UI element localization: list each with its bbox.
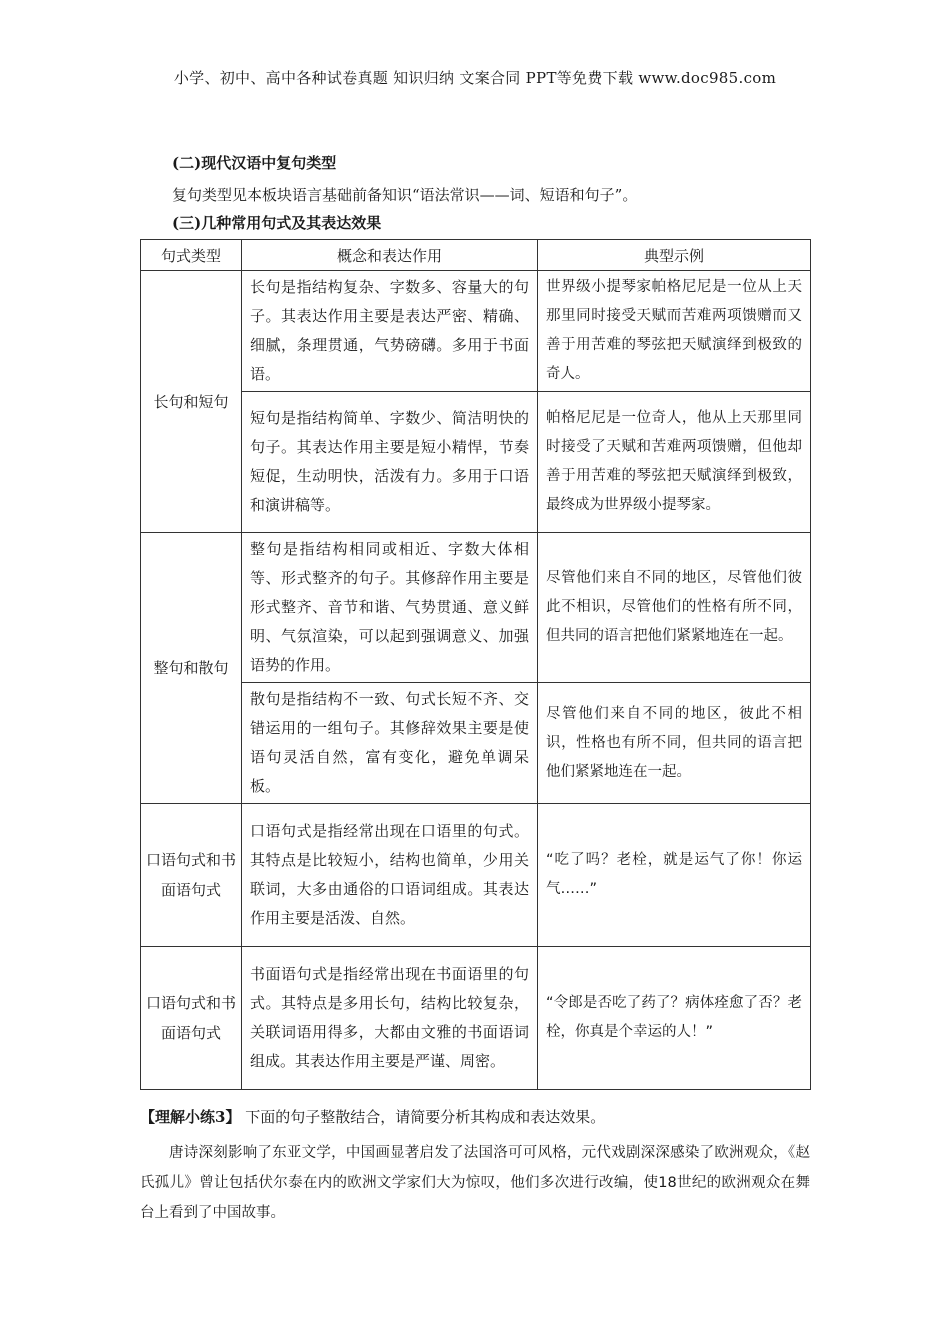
example-cell: “令郎是否吃了药了？病体痊愈了否？老栓，你真是个幸运的人！” — [538, 947, 811, 1090]
table-row — [141, 533, 811, 683]
practice-question: 下面的句子整散结合，请简要分析其构成和表达效果。 — [245, 1108, 606, 1126]
page-header: 小学、初中、高中各种试卷真题 知识归纳 文案合同 PPT等免费下载 www.doc985.com — [173, 69, 777, 87]
sentence-types-table — [140, 239, 811, 1090]
concept-cell: 书面语句式是指经常出现在书面语里的句式。其特点是多用长句，结构比较复杂，关联词语用得多，大都由文雅的书面语词组成。其表达作用主要是严谨、周密。 — [242, 947, 538, 1090]
concept-cell: 短句是指结构简单、字数少、简洁明快的句子。其表达作用主要是短小精悍，节奏短促，生动明快，活泼有力。多用于口语和演讲稿等。 — [242, 392, 538, 533]
table-header-row — [141, 240, 811, 271]
table-row — [141, 271, 811, 392]
type-cell: 整句和散句 — [141, 533, 242, 804]
header-concept: 概念和表达作用 — [242, 240, 538, 271]
example-cell: 世界级小提琴家帕格尼尼是一位从上天那里同时接受天赋而苦难两项馈赠而又善于用苦难的琴弦把天赋演绎到极致的奇人。 — [538, 271, 811, 392]
concept-cell: 口语句式是指经常出现在口语里的句式。其特点是比较短小，结构也简单，少用关联词，大多由通俗的口语词组成。其表达作用主要是活泼、自然。 — [242, 804, 538, 947]
table-row — [141, 683, 811, 804]
type-cell: 口语句式和书面语句式 — [141, 947, 242, 1090]
section-2-body: 复句类型见本板块语言基础前备知识“语法常识——词、短语和句子”。 — [172, 186, 638, 204]
example-cell: 帕格尼尼是一位奇人，他从上天那里同时接受了天赋和苦难两项馈赠，但他却善于用苦难的琴弦把天赋演绎到极致，最终成为世界级小提琴家。 — [538, 392, 811, 533]
practice-title: 【理解小练3】 — [140, 1108, 241, 1126]
table-row — [141, 947, 811, 1090]
concept-cell: 整句是指结构相同或相近、字数大体相等、形式整齐的句子。其修辞作用主要是形式整齐、音节和谐、气势贯通、意义鲜明、气氛渲染，可以起到强调意义、加强语势的作用。 — [242, 533, 538, 683]
table-row — [141, 804, 811, 947]
type-cell: 长句和短句 — [141, 271, 242, 533]
practice-passage: 唐诗深刻影响了东亚文学，中国画显著启发了法国洛可可风格，元代戏剧深深感染了欧洲观众，《赵氏孤儿》曾让包括伏尔泰在内的欧洲文学家们大为惊叹，他们多次进行改编，使18世纪的欧洲观众在舞台上看到了中国故事。 — [140, 1145, 810, 1221]
type-cell: 口语句式和书面语句式 — [141, 804, 242, 947]
practice-prompt — [140, 1106, 810, 1127]
example-cell: “吃了吗？老栓，就是运气了你！你运气……” — [538, 804, 811, 947]
section-2-title: (二)现代汉语中复句类型 — [172, 154, 337, 172]
example-cell: 尽管他们来自不同的地区，尽管他们彼此不相识，尽管他们的性格有所不同，但共同的语言把他们紧紧地连在一起。 — [538, 533, 811, 683]
header-type: 句式类型 — [141, 240, 242, 271]
concept-cell: 长句是指结构复杂、字数多、容量大的句子。其表达作用主要是表达严密、精确、细腻，条理贯通，气势磅礴。多用于书面语。 — [242, 271, 538, 392]
table-row — [141, 392, 811, 533]
header-example: 典型示例 — [538, 240, 811, 271]
example-cell: 尽管他们来自不同的地区，彼此不相识，性格也有所不同，但共同的语言把他们紧紧地连在一起。 — [538, 683, 811, 804]
section-3-title: (三)几种常用句式及其表达效果 — [172, 214, 382, 232]
concept-cell: 散句是指结构不一致、句式长短不齐、交错运用的一组句子。其修辞效果主要是使语句灵活自然，富有变化，避免单调呆板。 — [242, 683, 538, 804]
